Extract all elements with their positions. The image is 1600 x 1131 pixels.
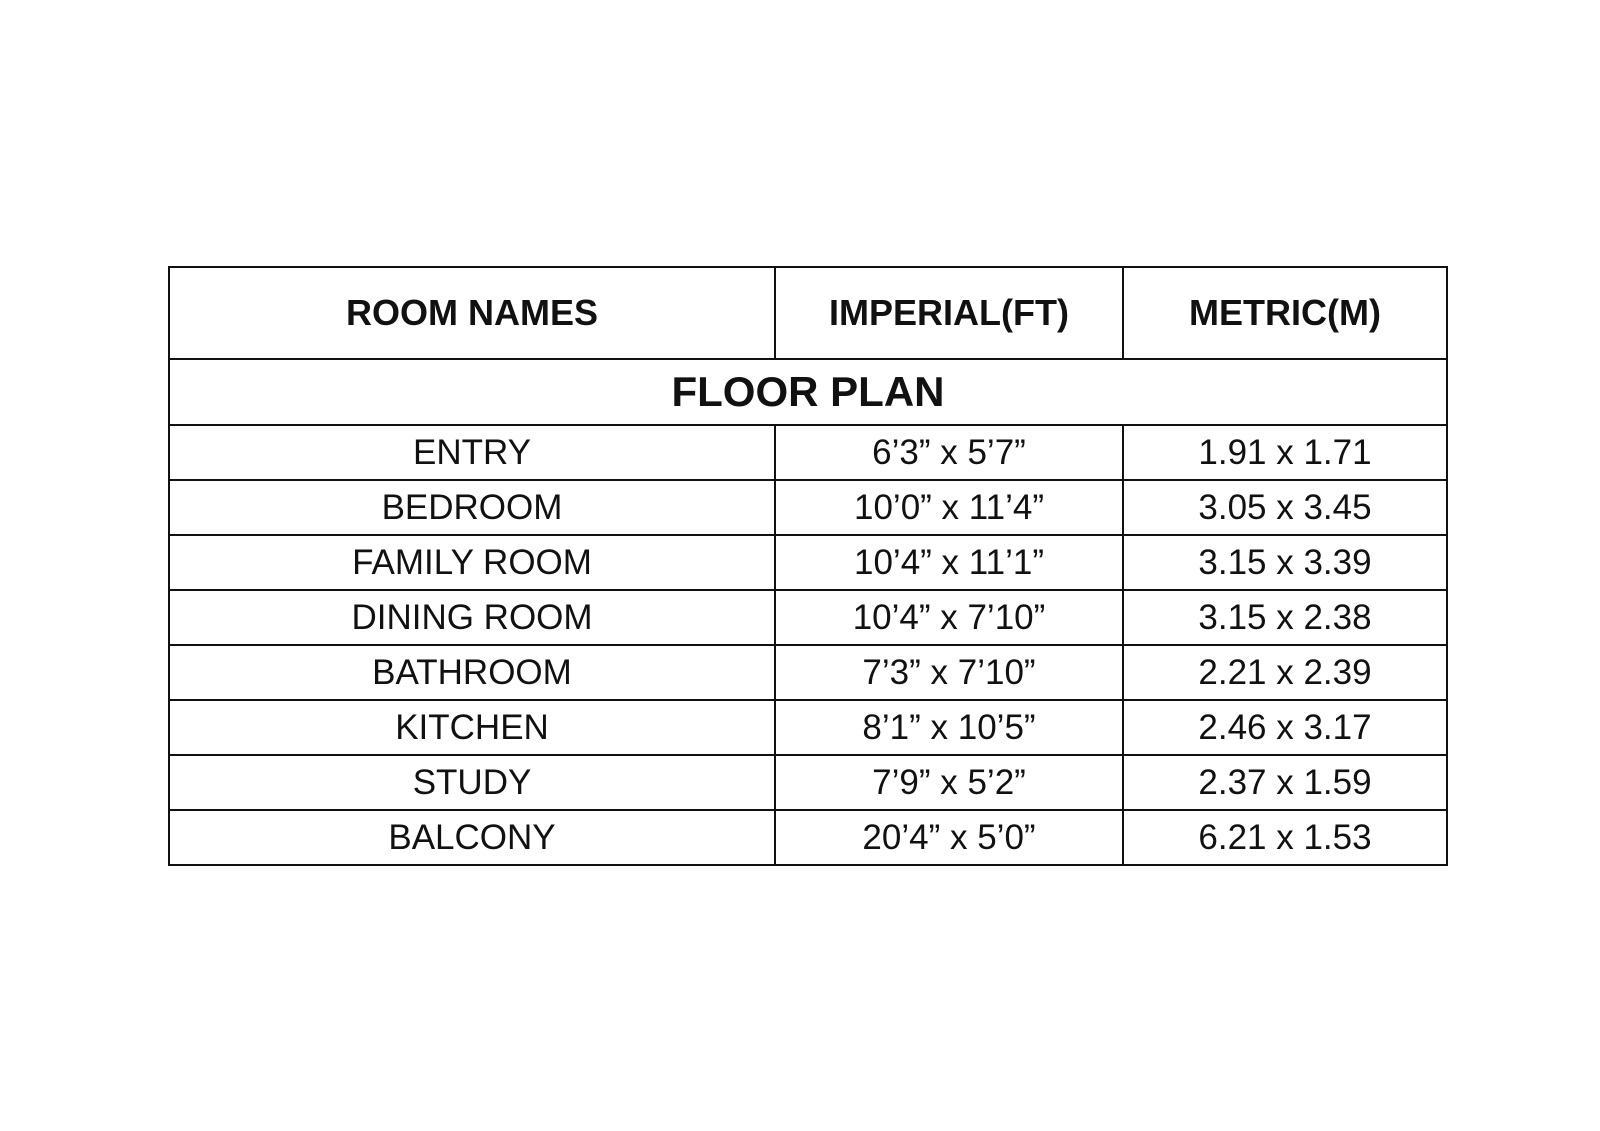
imperial-cell: 6’3” x 5’7”: [775, 425, 1123, 480]
imperial-cell: 10’4” x 7’10”: [775, 590, 1123, 645]
metric-cell: 2.37 x 1.59: [1123, 755, 1447, 810]
metric-cell: 3.15 x 2.38: [1123, 590, 1447, 645]
imperial-cell: 8’1” x 10’5”: [775, 700, 1123, 755]
imperial-cell: 20’4” x 5’0”: [775, 810, 1123, 865]
table-row: [169, 535, 1447, 590]
room-name-cell: BATHROOM: [169, 645, 775, 700]
header-metric: METRIC(M): [1123, 267, 1447, 359]
room-name-cell: ENTRY: [169, 425, 775, 480]
imperial-cell: 7’3” x 7’10”: [775, 645, 1123, 700]
imperial-cell: 10’4” x 11’1”: [775, 535, 1123, 590]
imperial-cell: 7’9” x 5’2”: [775, 755, 1123, 810]
table-row: [169, 645, 1447, 700]
table-row: [169, 810, 1447, 865]
table-row: [169, 425, 1447, 480]
table-row: [169, 755, 1447, 810]
header-room-names: ROOM NAMES: [169, 267, 775, 359]
room-dimensions-table-container: [168, 266, 1446, 866]
table-row: [169, 590, 1447, 645]
header-imperial: IMPERIAL(FT): [775, 267, 1123, 359]
room-name-cell: DINING ROOM: [169, 590, 775, 645]
room-name-cell: KITCHEN: [169, 700, 775, 755]
metric-cell: 2.46 x 3.17: [1123, 700, 1447, 755]
table-header-row: [169, 267, 1447, 359]
room-name-cell: FAMILY ROOM: [169, 535, 775, 590]
metric-cell: 3.05 x 3.45: [1123, 480, 1447, 535]
room-name-cell: STUDY: [169, 755, 775, 810]
room-dimensions-table: [168, 266, 1448, 866]
section-title: FLOOR PLAN: [169, 359, 1447, 425]
imperial-cell: 10’0” x 11’4”: [775, 480, 1123, 535]
section-row: [169, 359, 1447, 425]
room-name-cell: BALCONY: [169, 810, 775, 865]
metric-cell: 6.21 x 1.53: [1123, 810, 1447, 865]
metric-cell: 2.21 x 2.39: [1123, 645, 1447, 700]
metric-cell: 1.91 x 1.71: [1123, 425, 1447, 480]
table-row: [169, 700, 1447, 755]
table-row: [169, 480, 1447, 535]
room-name-cell: BEDROOM: [169, 480, 775, 535]
metric-cell: 3.15 x 3.39: [1123, 535, 1447, 590]
